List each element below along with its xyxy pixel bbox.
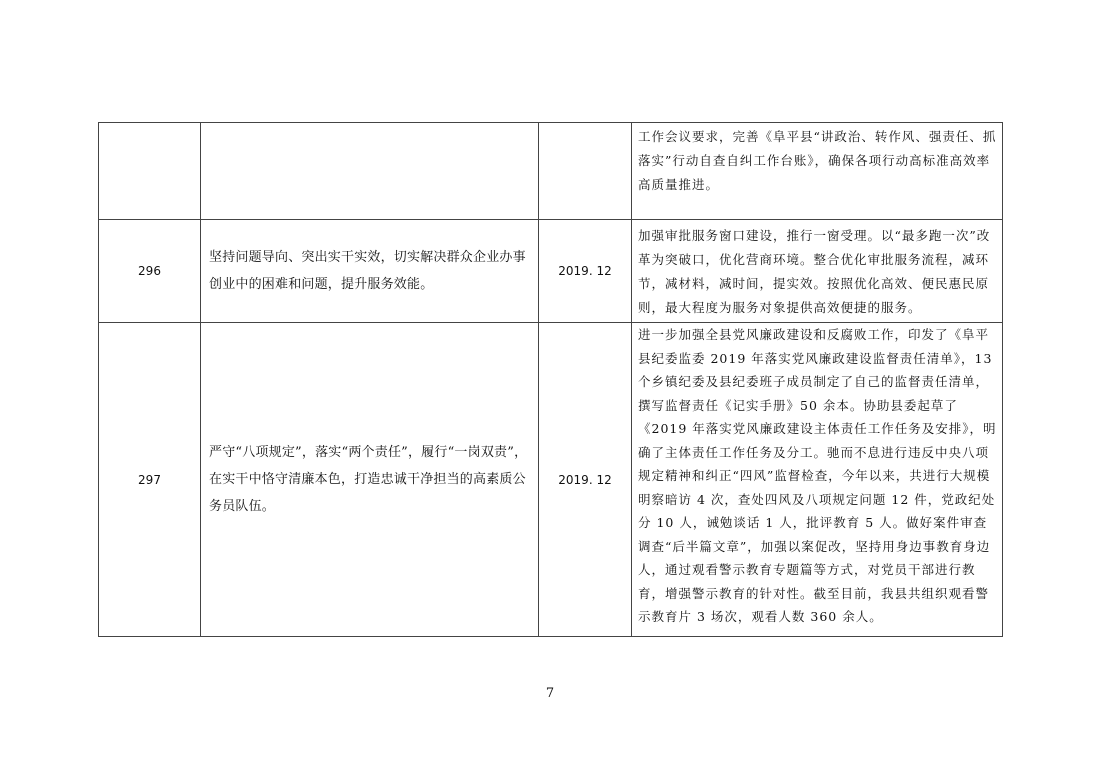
- page-number: 7: [545, 686, 555, 701]
- task-cell: [201, 123, 539, 220]
- deadline-cell: [539, 123, 632, 220]
- table-row: [99, 220, 1003, 323]
- row-number-cell: [99, 123, 201, 220]
- table-row: [99, 323, 1003, 637]
- deadline-cell: 2019. 12: [539, 220, 632, 323]
- task-text: 坚持问题导向、突出实干实效，切实解决群众企业办事创业中的困难和问题，提升服务效能。: [209, 250, 526, 292]
- progress-cell: [632, 123, 1003, 220]
- task-text: 严守“八项规定”，落实“两个责任”，履行“一岗双责”，在实干中恪守清廉本色，打造忠诚干净担当的高素质公务员队伍。: [209, 445, 528, 514]
- progress-text: 工作会议要求，完善《阜平县“讲政治、转作风、强责任、抓落实”行动自查自纠工作台账》，确保各项行动高标准高效率高质量推进。: [638, 129, 997, 192]
- deadline-cell: 2019. 12: [539, 323, 632, 637]
- table-row: [99, 123, 1003, 220]
- task-cell: [201, 323, 539, 637]
- progress-cell: [632, 323, 1003, 637]
- row-number-cell: 296: [99, 220, 201, 323]
- progress-cell: [632, 220, 1003, 323]
- row-number-cell: 297: [99, 323, 201, 637]
- progress-text: 进一步加强全县党风廉政建设和反腐败工作，印发了《阜平县纪委监委 2019 年落实党风廉政建设监督责任清单》，13 个乡镇纪委及县纪委班子成员制定了自己的监督责任清单，撰写监督责任《记实手册》50 余本。协助县委起草了《2019 年落实党风廉政建设主体责任工作任务及安排》，明确了主体责任工作任务及分工。驰而不息进行违反中央八项规定精神和纠正“四风”监督检查，今年以来，共进行大规模明察暗访 4 次，查处四风及八项规定问题 12 件，党政纪处分 10 人，诫勉谈话 1 人，批评教育 5 人。做好案件审查调查“后半篇文章”，加强以案促改，坚持用身边事教育身边人，通过观看警示教育专题篇等方式，对党员干部进行教育，增强警示教育的针对性。截至目前，我县共组织观看警示教育片 3 场次，观看人数 360 余人。: [638, 327, 997, 624]
- progress-text: 加强审批服务窗口建设，推行一窗受理。以“最多跑一次”改革为突破口，优化营商环境。整合优化审批服务流程，减环节，减材料，减时间，提实效。按照优化高效、便民惠民原则，最大程度为服务对象提供高效便捷的服务。: [638, 228, 991, 315]
- task-cell: [201, 220, 539, 323]
- task-table: [98, 122, 1003, 637]
